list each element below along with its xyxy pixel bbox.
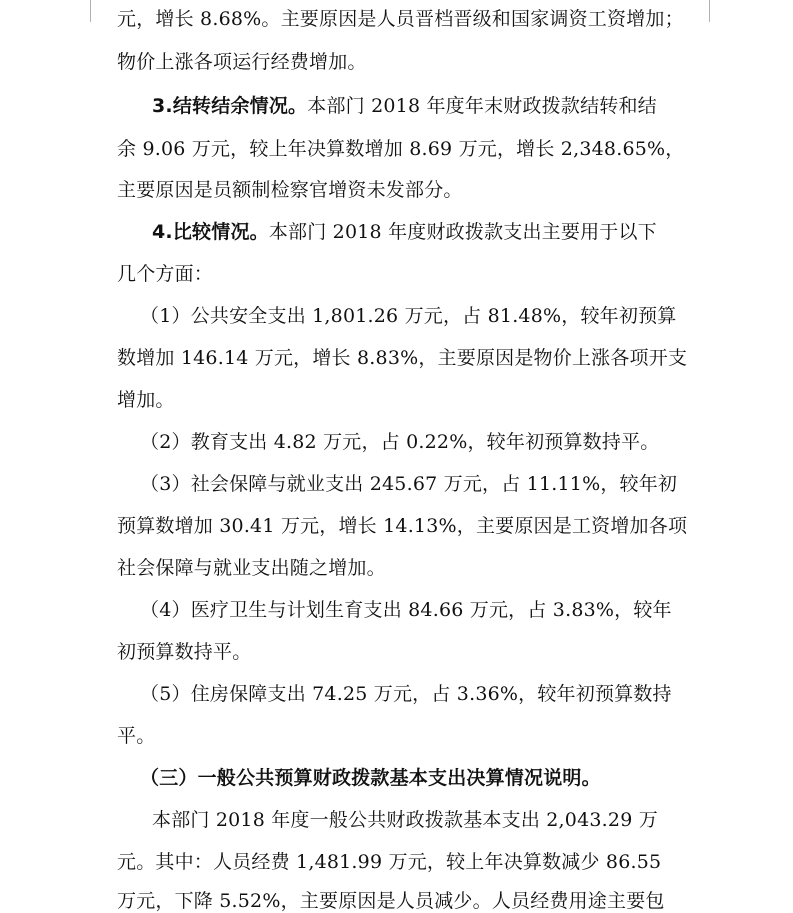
section-title: （三）一般公共预算财政拨款基本支出决算情况说明。	[140, 767, 601, 789]
body-line: 几个方面：	[117, 263, 214, 285]
body-line: 社会保障与就业支出随之增加。	[117, 557, 386, 579]
body-line: 万元，下降 5.52%，主要原因是人员减少。人员经费用途主要包	[117, 890, 665, 912]
body-line: （1）公共安全支出 1,801.26 万元，占 81.48%，较年初预算	[140, 305, 677, 327]
body-line: （5）住房保障支出 74.25 万元，占 3.36%，较年初预算数持	[140, 683, 672, 705]
body-line: 主要原因是员额制检察官增资未发部分。	[117, 179, 463, 201]
body-line: 4.比较情况。本部门 2018 年度财政拨款支出主要用于以下	[152, 221, 657, 243]
body-line: （3）社会保障与就业支出 245.67 万元，占 11.11%，较年初	[140, 473, 678, 495]
body-line: 余 9.06 万元，较上年决算数增加 8.69 万元，增长 2,348.65%，	[117, 138, 685, 160]
section-heading: 4.比较情况。	[152, 221, 269, 243]
body-line: 初预算数持平。	[117, 641, 252, 663]
body-line: 预算数增加 30.41 万元，增长 14.13%，主要原因是工资增加各项	[117, 515, 688, 537]
body-line: 元，增长 8.68%。主要原因是人员晋档晋级和国家调资工资增加；	[117, 8, 684, 30]
body-line: （4）医疗卫生与计划生育支出 84.66 万元，占 3.83%，较年	[140, 599, 672, 621]
left-margin-mark	[90, 0, 91, 22]
body-line: 物价上涨各项运行经费增加。	[117, 51, 367, 73]
body-line: 数增加 146.14 万元，增长 8.83%，主要原因是物价上涨各项开支	[117, 347, 688, 369]
body-line: 增加。	[117, 389, 175, 411]
body-line: （2）教育支出 4.82 万元，占 0.22%，较年初预算数持平。	[140, 431, 660, 453]
body-line: 平。	[117, 725, 156, 747]
section-heading: 3.结转结余情况。	[152, 95, 308, 117]
body-line: 3.结转结余情况。本部门 2018 年度年末财政拨款结转和结	[152, 95, 657, 117]
body-line: 元。其中：人员经费 1,481.99 万元，较上年决算数减少 86.55	[117, 851, 662, 873]
body-line: 本部门 2018 年度一般公共财政拨款基本支出 2,043.29 万	[152, 809, 658, 831]
